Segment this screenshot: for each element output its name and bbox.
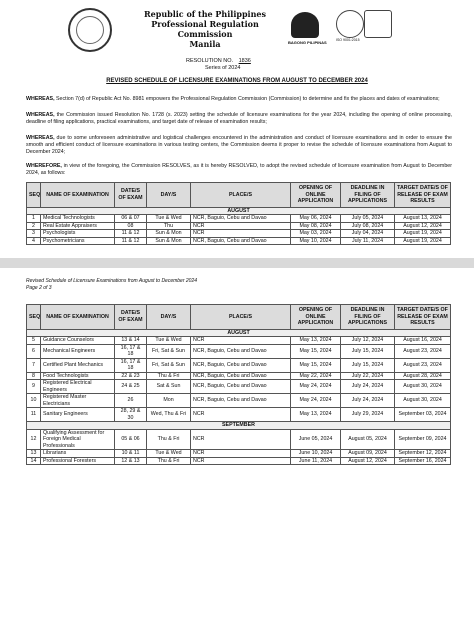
table-cell: Tue & Wed [147,337,191,345]
table-cell: Guidance Counselors [41,337,115,345]
table-cell: 8 [27,372,41,380]
running-header [26,278,197,292]
table-cell: 13 [27,450,41,458]
table-row [27,344,451,358]
month-row [27,422,451,430]
table-cell: May 15, 2024 [291,344,341,358]
table-cell: 12 [27,429,41,450]
table-cell: NCR, Baguio, Cebu and Davao [191,380,291,394]
table-cell: August 30, 2024 [395,394,451,408]
bagong-pilipinas-icon [291,12,319,38]
table-cell: September 12, 2024 [395,450,451,458]
table-cell: Thu & Fri [147,429,191,450]
table-cell: August 23, 2024 [395,344,451,358]
month-row [27,329,451,337]
col-header: DAY/S [147,305,191,330]
table-cell: June 10, 2024 [291,450,341,458]
table-cell: 6 [27,344,41,358]
table-cell: May 24, 2024 [291,394,341,408]
table-cell: August 19, 2024 [395,237,451,245]
document-page-2 [0,268,474,632]
col-header: SEQ [27,183,41,208]
table-cell: July 22, 2024 [341,372,395,380]
table-cell: July 08, 2024 [341,222,395,230]
table-cell: August 30, 2024 [395,380,451,394]
table-cell: 26 [115,394,147,408]
table-cell: May 13, 2024 [291,337,341,345]
table-cell: Fri, Sat & Sun [147,358,191,372]
table-cell: 11 [27,408,41,422]
table-cell: Mechanical Engineers [41,344,115,358]
certification-mark-icon [364,10,392,38]
table-cell: 08 [115,222,147,230]
schedule-table-page-1 [26,182,451,245]
iso-text: ISO 9001:2015 [336,38,360,42]
table-cell: August 05, 2024 [341,429,395,450]
table-cell: May 08, 2024 [291,222,341,230]
table-cell: July 11, 2024 [341,237,395,245]
table-cell: 3 [27,230,41,238]
table-cell: May 13, 2024 [291,408,341,422]
table-cell: NCR [191,408,291,422]
document-page-1 [0,0,474,258]
table-row [27,457,451,465]
table-cell: Food Technologists [41,372,115,380]
table-cell: Thu & Fri [147,457,191,465]
table-cell: 9 [27,380,41,394]
table-cell: NCR, Baguio, Cebu and Davao [191,358,291,372]
table-cell: 28, 29 & 30 [115,408,147,422]
table-cell: 11 & 12 [115,230,147,238]
prc-seal-icon [68,8,112,52]
table-cell: Sun & Mon [147,237,191,245]
table-cell: Mon [147,394,191,408]
bagong-pilipinas-text: BAGONG PILIPINAS [288,40,327,45]
table-cell: 4 [27,237,41,245]
table-row [27,372,451,380]
resolution-value: 1836 [238,58,251,64]
whereas-paragraph: WHEREAS, due to some unforeseen administrative and logistical challenges encountered in the administration and conduct of licensure examinations and in order to ensure the smooth and efficient conduct of licensure examinations in various testing centers, the Commission deems it proper to revise the schedule of licensure examinations from August to December 2024; [26,135,452,155]
col-header: NAME OF EXAMINATION [41,305,115,330]
table-cell: July 12, 2024 [341,337,395,345]
running-header-title: Revised Schedule of Licensure Examinations from August to December 2024 [26,278,198,284]
table-cell: July 15, 2024 [341,344,395,358]
table-cell: 06 & 07 [115,215,147,223]
table-row [27,358,451,372]
table-cell: Wed, Thu & Fri [147,408,191,422]
table-cell: 13 & 14 [115,337,147,345]
table-row [27,429,451,450]
table-cell: Registered Electrical Engineers [41,380,115,394]
table-row [27,222,451,230]
bagong-pilipinas-logo [288,12,327,45]
table-cell: 10 & 11 [115,450,147,458]
whereas-paragraph: WHEREAS, the Commission issued Resolution No. 1728 (s. 2023) setting the schedule of licensure examinations for the year 2024, including the opening of online processing, deadline of filing applications, practical examinations, and target date of release of examination results; [26,112,452,125]
table-cell: May 22, 2024 [291,372,341,380]
table-cell: July 04, 2024 [341,230,395,238]
table-cell: May 15, 2024 [291,358,341,372]
table-cell: 5 [27,337,41,345]
table-row [27,394,451,408]
table-cell: NCR, Baguio, Cebu and Davao [191,394,291,408]
col-header: OPENING OF ONLINE APPLICATION [291,183,341,208]
table-cell: 12 & 13 [115,457,147,465]
table-cell: NCR, Baguio, Cebu and Davao [191,372,291,380]
table-cell: May 03, 2024 [291,230,341,238]
table-cell: Medical Technologists [41,215,115,223]
table-header-row [27,183,451,208]
table-cell: Thu & Fri [147,372,191,380]
table-cell: July 15, 2024 [341,358,395,372]
table-cell: June 05, 2024 [291,429,341,450]
table-cell: August 12, 2024 [395,222,451,230]
resolution-number [186,58,255,64]
table-cell: NCR [191,429,291,450]
table-cell: August 09, 2024 [341,450,395,458]
month-label: AUGUST [27,207,451,215]
col-header: PLACE/S [191,305,291,330]
col-header: TARGET DATE/S OF RELEASE OF EXAM RESULTS [395,305,451,330]
month-label: SEPTEMBER [27,422,451,430]
table-cell: August 13, 2024 [395,215,451,223]
iso-badge-icon [336,10,364,38]
table-cell: September 16, 2024 [395,457,451,465]
table-cell: NCR [191,222,291,230]
table-cell: Qualifying Assessment for Foreign Medical Professionals [41,429,115,450]
month-label: AUGUST [27,329,451,337]
table-cell: May 10, 2024 [291,237,341,245]
table-row [27,230,451,238]
col-header: NAME OF EXAMINATION [41,183,115,208]
table-cell: NCR [191,450,291,458]
table-cell: August 16, 2024 [395,337,451,345]
col-header: OPENING OF ONLINE APPLICATION [291,305,341,330]
table-cell: August 19, 2024 [395,230,451,238]
table-cell: Sanitary Engineers [41,408,115,422]
iso-certification-logo [336,10,392,40]
table-cell: July 24, 2024 [341,380,395,394]
table-cell: Sat & Sun [147,380,191,394]
table-cell: 22 & 23 [115,372,147,380]
table-cell: September 09, 2024 [395,429,451,450]
table-cell: Psychometricians [41,237,115,245]
table-cell: Certified Plant Mechanics [41,358,115,372]
col-header: SEQ [27,305,41,330]
table-cell: May 24, 2024 [291,380,341,394]
table-cell: Fri, Sat & Sun [147,344,191,358]
table-cell: Sun & Mon [147,230,191,238]
table-cell: NCR [191,337,291,345]
page-number: Page 2 of 3 [26,285,52,291]
table-cell: NCR, Baguio, Cebu and Davao [191,237,291,245]
table-cell: Tue & Wed [147,450,191,458]
table-cell: Registered Master Electricians [41,394,115,408]
table-row [27,450,451,458]
table-cell: NCR, Baguio, Cebu and Davao [191,344,291,358]
table-row [27,337,451,345]
table-cell: August 23, 2024 [395,358,451,372]
table-cell: June 11, 2024 [291,457,341,465]
table-cell: Psychologists [41,230,115,238]
table-cell: 2 [27,222,41,230]
table-header-row [27,305,451,330]
table-cell: NCR [191,230,291,238]
table-cell: 7 [27,358,41,372]
table-cell: 10 [27,394,41,408]
table-cell: 16, 17 & 18 [115,344,147,358]
table-cell: 14 [27,457,41,465]
agency-line: Manila [189,39,221,49]
document-title: REVISED SCHEDULE OF LICENSURE EXAMINATIONS FROM AUGUST TO DECEMBER 2024 [106,78,368,84]
whereas-paragraph: WHEREAS, Section 7(d) of Republic Act No. 8981 empowers the Professional Regulation Commission (Commission) to determine and fix the places and dates of examinations; [26,96,440,102]
table-cell: August 12, 2024 [341,457,395,465]
table-cell: September 03, 2024 [395,408,451,422]
table-cell: July 29, 2024 [341,408,395,422]
table-cell: July 05, 2024 [341,215,395,223]
schedule-table-page-2 [26,304,451,465]
table-cell: 16, 17 & 18 [115,358,147,372]
resolution-label: RESOLUTION NO. [186,58,234,64]
col-header: TARGET DATE/S OF RELEASE OF EXAM RESULTS [395,183,451,208]
table-cell: Tue & Wed [147,215,191,223]
table-cell: 05 & 06 [115,429,147,450]
col-header: DEADLINE IN FILING OF APPLICATIONS [341,183,395,208]
col-header: PLACE/S [191,183,291,208]
table-cell: NCR, Baguio, Cebu and Davao [191,215,291,223]
table-cell: Thu [147,222,191,230]
table-cell: August 28, 2024 [395,372,451,380]
table-cell: Professional Foresters [41,457,115,465]
table-cell: July 24, 2024 [341,394,395,408]
col-header: DEADLINE IN FILING OF APPLICATIONS [341,305,395,330]
agency-line: Republic of the Philippines [143,9,266,19]
col-header: DATE/S OF EXAM [115,183,147,208]
table-cell: Real Estate Appraisers [41,222,115,230]
agency-header [130,9,280,49]
table-cell: Librarians [41,450,115,458]
table-row [27,380,451,394]
table-cell: May 06, 2024 [291,215,341,223]
table-cell: 24 & 25 [115,380,147,394]
agency-line: Professional Regulation Commission [151,19,259,39]
resolution-series: Series of 2024 [205,65,241,71]
table-cell: NCR [191,457,291,465]
table-row [27,215,451,223]
wherefore-paragraph: WHEREFORE, in view of the foregoing, the Commission RESOLVES, as it is hereby RESOLVED, to adopt the revised schedule of licensure examination from August to December 2024, as follows: [26,163,452,176]
table-cell: 1 [27,215,41,223]
col-header: DAY/S [147,183,191,208]
month-row [27,207,451,215]
table-row [27,408,451,422]
table-cell: 11 & 12 [115,237,147,245]
col-header: DATE/S OF EXAM [115,305,147,330]
table-row [27,237,451,245]
